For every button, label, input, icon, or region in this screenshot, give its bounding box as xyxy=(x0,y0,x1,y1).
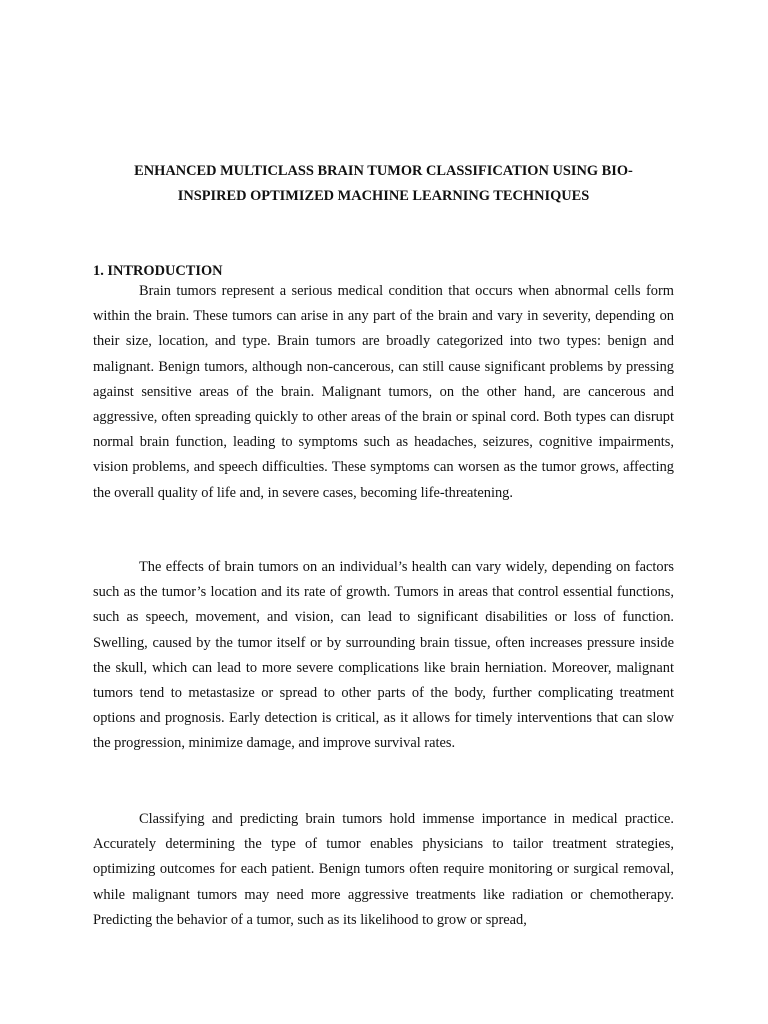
paragraph-1: Brain tumors represent a serious medical condition that occurs when abnormal cells form within the brain. These tumors can arise in any part of the brain and vary in severity, depending on their size, location, and type. Brain tumors are broadly categorized into two types: benign and malignant. Benign tumors, although non-cancerous, can still cause significant problems by pressing against sensitive areas of the brain. Malignant tumors, on the other hand, are cancerous and aggressive, often spreading quickly to other areas of the brain or spinal cord. Both types can disrupt normal brain function, leading to symptoms such as headaches, seizures, cognitive impairments, vision problems, and speech difficulties. These symptoms can worsen as the tumor grows, affecting the overall quality of life and, in severe cases, becoming life-threatening. xyxy=(93,283,674,501)
section-heading-introduction: 1. INTRODUCTION xyxy=(93,263,223,279)
document-page xyxy=(93,0,674,1024)
paper-title xyxy=(93,159,674,209)
paper-title-line-1: ENHANCED MULTICLASS BRAIN TUMOR CLASSIFICATION USING BIO- xyxy=(134,163,633,179)
paper-title-line-2: INSPIRED OPTIMIZED MACHINE LEARNING TECHNIQUES xyxy=(177,188,590,205)
paragraph-2: The effects of brain tumors on an individual’s health can vary widely, depending on factors such as the tumor’s location and its rate of growth. Tumors in areas that control essential functions, such as speech, movement, and vision, can lead to significant disabilities or loss of function. Swelling, caused by the tumor itself or by surrounding brain tissue, often increases pressure inside the skull, which can lead to more severe complications like brain herniation. Moreover, malignant tumors tend to metastasize or spread to other parts of the body, further complicating treatment options and prognosis. Early detection is critical, as it allows for timely interventions that can slow the progression, minimize damage, and improve survival rates. xyxy=(93,559,674,752)
paragraph-3: Classifying and predicting brain tumors hold immense importance in medical practice. Accurately determining the type of tumor enables physicians to tailor treatment strategies, optimizing outcomes for each patient. Benign tumors often require monitoring or surgical removal, while malignant tumors may need more aggressive treatments like radiation or chemotherapy. Predicting the behavior of a tumor, such as its likelihood to grow or spread, xyxy=(93,811,674,928)
